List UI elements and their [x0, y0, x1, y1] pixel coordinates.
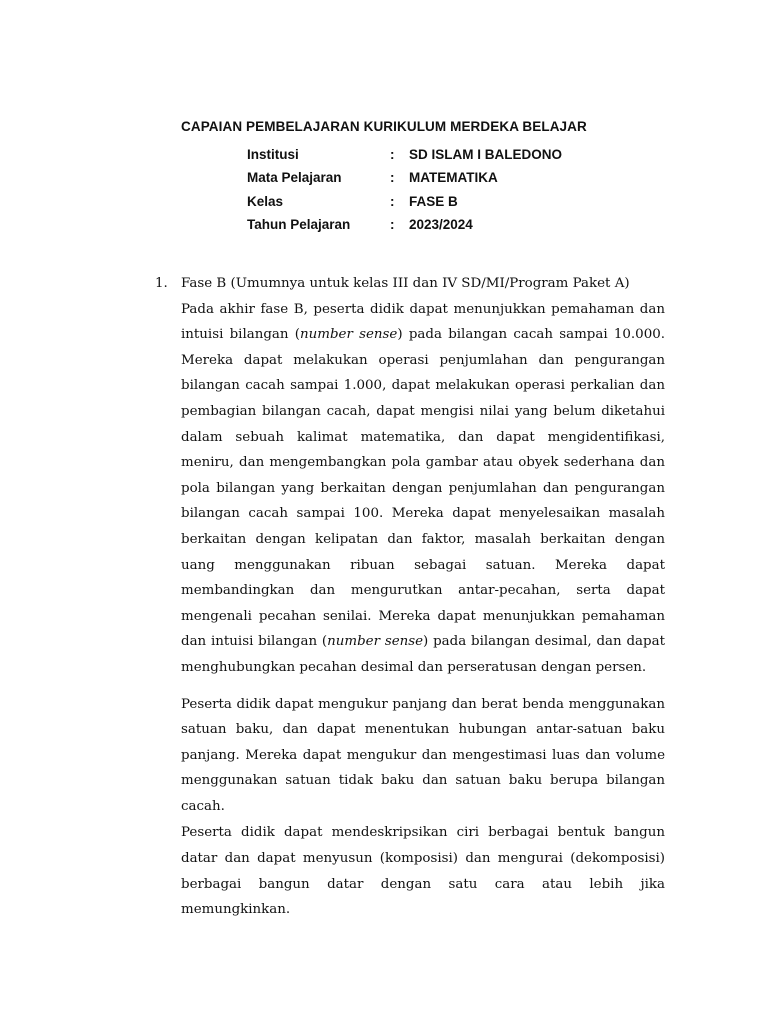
info-value: SD ISLAM I BALEDONO — [409, 147, 563, 163]
info-value: MATEMATIKA — [409, 170, 498, 186]
paragraph-text: ) pada bilangan desimal, dan dapat menghubungkan pecahan desimal dan perseratusan dengan persen. — [181, 634, 665, 675]
section-number: 1. — [155, 276, 168, 291]
section-heading-text: Fase B (Umumnya untuk kelas III dan IV SD/MI/Program Paket A) — [181, 276, 630, 291]
info-separator: : — [390, 193, 395, 209]
info-value: FASE B — [409, 193, 458, 209]
paragraph-pengukuran: Peserta didik dapat mengukur panjang dan berat benda menggunakan satuan baku, dan dapat menentukan hubungan antar-satuan baku panjang. Mereka dapat mengukur dan mengestimasi luas dan volume menggunakan satuan tidak baku dan satuan baku berupa bilangan cacah. — [181, 696, 665, 814]
info-row-institusi — [247, 143, 562, 166]
info-separator: : — [390, 217, 395, 233]
info-separator: : — [390, 147, 395, 163]
paragraph-bilangan — [181, 297, 665, 681]
info-row-kelas — [247, 190, 562, 213]
paragraph-text: Pada akhir fase B, peserta didik dapat menunjukkan pemahaman dan intuisi bilangan ( — [181, 301, 665, 343]
info-row-tahun-pelajaran — [247, 213, 562, 236]
info-label: Kelas — [247, 193, 284, 209]
document-info-table — [247, 143, 562, 236]
section-heading — [155, 271, 675, 297]
section-fase-b — [155, 271, 675, 923]
info-separator: : — [390, 170, 395, 186]
info-value: 2023/2024 — [409, 217, 473, 233]
info-label: Mata Pelajaran — [247, 170, 342, 186]
paragraph-text: ) pada bilangan cacah sampai 10.000. Mereka dapat melakukan operasi penjumlahan dan pengurangan bilangan cacah sampai 1.000, dapat melakukan operasi perkalian dan pembagian bilangan cacah, dapat mengisi nilai yang belum diketahui dalam sebuah kalimat matematika, dan dapat mengidentifikasi, meniru, dan mengembangkan pola gambar atau obyek sederhana dan pola bilangan yang berkaitan dengan penjumlahan dan pengurangan bilangan cacah sampai 100. Mereka dapat menyelesaikan masalah berkaitan dengan kelipatan dan faktor, masalah berkaitan dengan uang menggunakan ribuan sebagai satuan. Mereka dapat membandingkan dan mengurutkan antar-pecahan, serta dapat mengenali pecahan senilai. Mereka dapat menunjukkan pemahaman dan intuisi bilangan ( — [181, 327, 665, 650]
info-row-mata-pelajaran — [247, 166, 562, 189]
document-title: CAPAIAN PEMBELAJARAN KURIKULUM MERDEKA BELAJAR — [181, 119, 587, 134]
paragraph-geometri: Peserta didik dapat mendeskripsikan ciri berbagai bentuk bangun datar dan dapat menyusun (komposisi) dan mengurai (dekomposisi) berbagai bangun datar dengan satu cara atau lebih jika memungkinkan. — [181, 825, 665, 918]
info-label: Tahun Pelajaran — [247, 217, 351, 233]
italic-term: number sense — [327, 634, 424, 650]
italic-term: number sense — [300, 327, 398, 343]
info-label: Institusi — [247, 147, 299, 163]
